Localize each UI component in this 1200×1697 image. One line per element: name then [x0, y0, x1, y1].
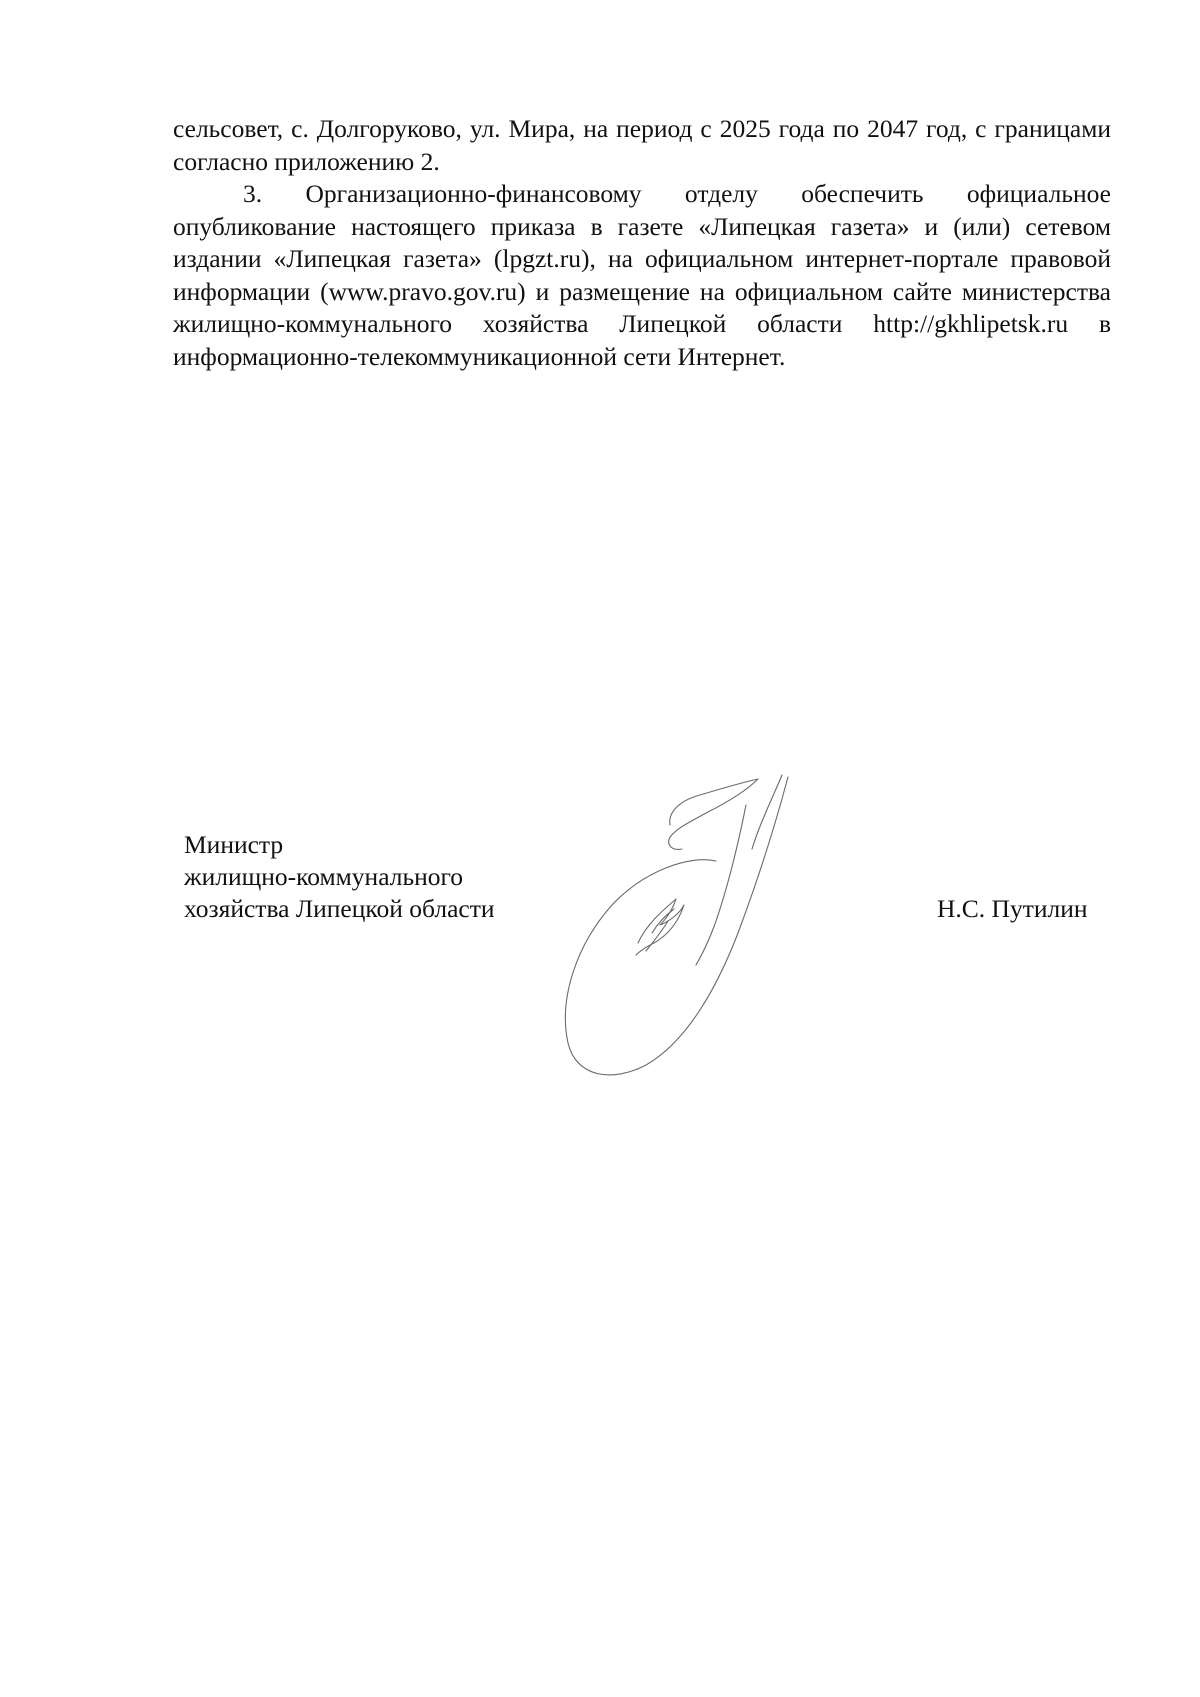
paragraph-item-3: 3. Организационно-финансовому отделу обеспечить официальное опубликование настоящего приказа в газете «Липецкая газета» и (или) сетевом издании «Липецкая газета» (lpgzt.ru), на официальном интернет-портале правовой информации (www.pravo.gov.ru) и размещение на официальном сайте министерства жилищно-коммунального хозяйства Липецкой области http://gkhlipetsk.ru в информационно-телекоммуникационной сети Интернет. — [173, 179, 1111, 371]
paragraph-continuation: сельсовет, с. Долгоруково, ул. Мира, на период с 2025 года по 2047 год, с границами согласно приложению 2. — [173, 114, 1111, 176]
signatory-position — [184, 829, 495, 925]
position-line: жилищно-коммунального — [184, 862, 464, 891]
signatory-name: Н.С. Путилин — [937, 894, 1088, 923]
position-line: хозяйства Липецкой области — [184, 894, 495, 923]
document-body — [173, 113, 1111, 373]
position-line: Министр — [184, 830, 284, 859]
handwritten-signature — [550, 765, 850, 1085]
